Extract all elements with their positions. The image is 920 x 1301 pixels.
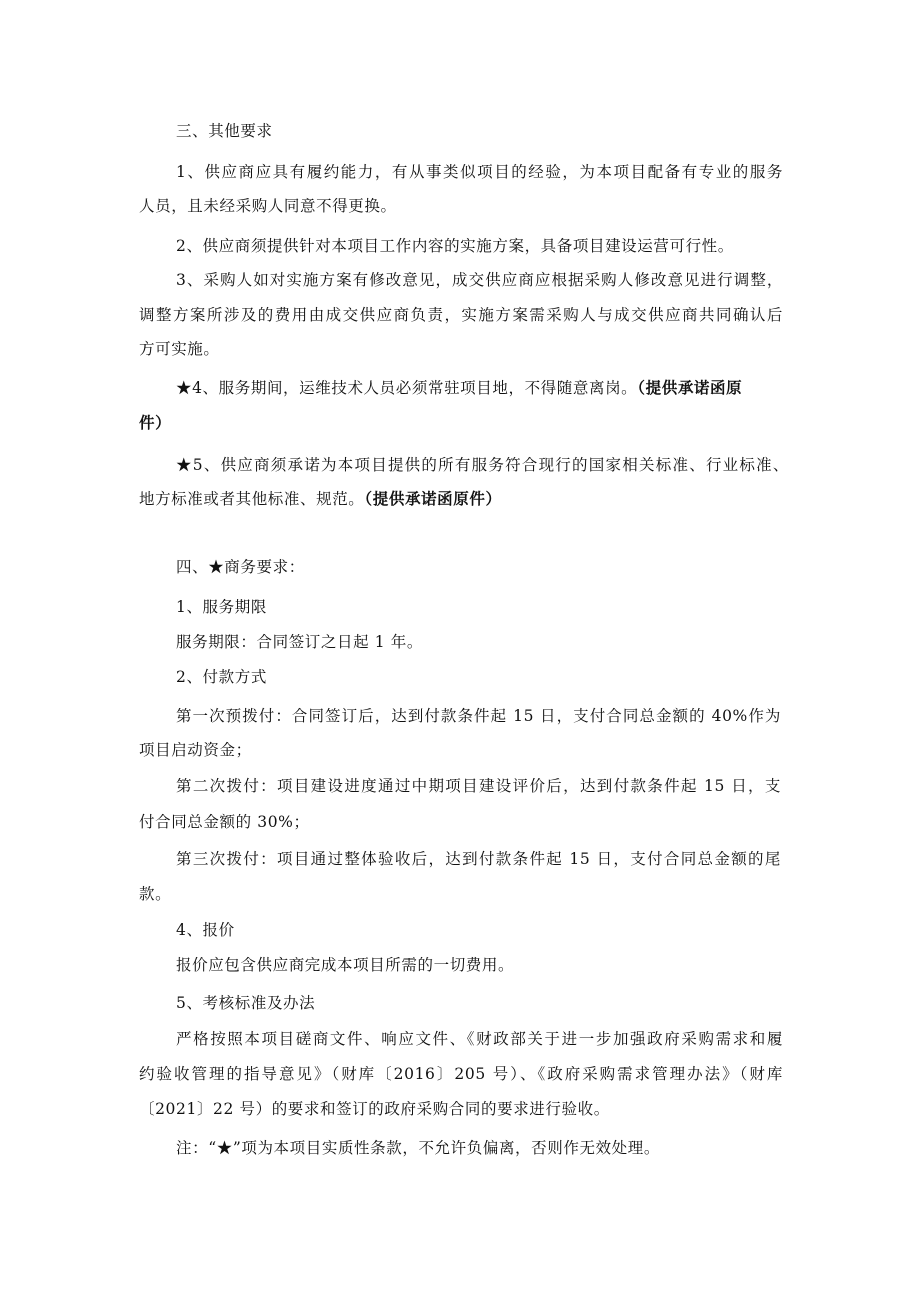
section4-note: 注：“★”项为本项目实质性条款，不允许负偏离，否则作无效处理。	[176, 1139, 660, 1157]
section4-term-title: 1、服务期限	[176, 598, 267, 616]
section3-item2: 2、供应商须提供针对本项目工作内容的实施方案，具备项目建设运营可行性。	[176, 237, 734, 255]
section4-assess-title: 5、考核标准及办法	[176, 994, 316, 1012]
section3-heading: 三、其他要求	[176, 122, 273, 140]
section4-heading: 四、★商务要求：	[176, 558, 305, 576]
section3-item1-line2: 人员，且未经采购人同意不得更换。	[139, 197, 397, 215]
section4-quote-text: 报价应包含供应商完成本项目所需的一切费用。	[176, 956, 515, 974]
section3-item4-bold: （提供承诺函原	[637, 378, 743, 397]
section4-payment1-line2: 项目启动资金；	[139, 741, 252, 759]
section3-item3-line3: 方可实施。	[139, 340, 220, 358]
section3-item3-line2: 调整方案所涉及的费用由成交供应商负责，实施方案需采购人与成交供应商共同确认后	[139, 306, 783, 324]
section4-payment3-line2: 款。	[139, 885, 172, 903]
section4-assess-line2: 约验收管理的指导意见》（财库〔2016〕205 号）、《政府采购需求管理办法》（财库	[139, 1065, 783, 1083]
section3-item5-text: 地方标准或者其他标准、规范。	[139, 490, 365, 508]
section3-item1-line1: 1、供应商应具有履约能力，有从事类似项目的经验，为本项目配备有专业的服务	[176, 163, 783, 181]
section3-item5-line2	[139, 489, 502, 509]
section3-item4-text: ★4、服务期间，运维技术人员必须常驻项目地，不得随意离岗。	[176, 379, 638, 397]
section4-payment3-line1: 第三次拨付：项目通过整体验收后，达到付款条件起 15 日，支付合同总金额的尾	[176, 850, 781, 868]
section4-assess-line3: 〔2021〕22 号）的要求和签订的政府采购合同的要求进行验收。	[139, 1100, 610, 1118]
section3-item4-line1	[176, 378, 742, 398]
section3-item5-bold: （提供承诺函原件）	[364, 489, 502, 508]
section4-assess-line1: 严格按照本项目磋商文件、响应文件、《财政部关于进一步加强政府采购需求和履	[176, 1030, 783, 1048]
section3-item5-line1: ★5、供应商须承诺为本项目提供的所有服务符合现行的国家相关标准、行业标准、	[176, 456, 789, 474]
section3-item4-line2: 件）	[139, 413, 172, 432]
section4-payment2-line2: 付合同总金额的 30%；	[139, 813, 310, 831]
section4-payment1-line1: 第一次预拨付：合同签订后，达到付款条件起 15 日，支付合同总金额的 40%作为	[176, 707, 781, 725]
section4-payment-title: 2、付款方式	[176, 668, 267, 686]
section3-item3-line1: 3、采购人如对实施方案有修改意见，成交供应商应根据采购人修改意见进行调整，	[176, 271, 783, 289]
section4-quote-title: 4、报价	[176, 921, 235, 939]
section4-term-text: 服务期限：合同签订之日起 1 年。	[176, 633, 423, 651]
section4-payment2-line1: 第二次拨付：项目建设进度通过中期项目建设评价后，达到付款条件起 15 日，支	[176, 777, 781, 795]
